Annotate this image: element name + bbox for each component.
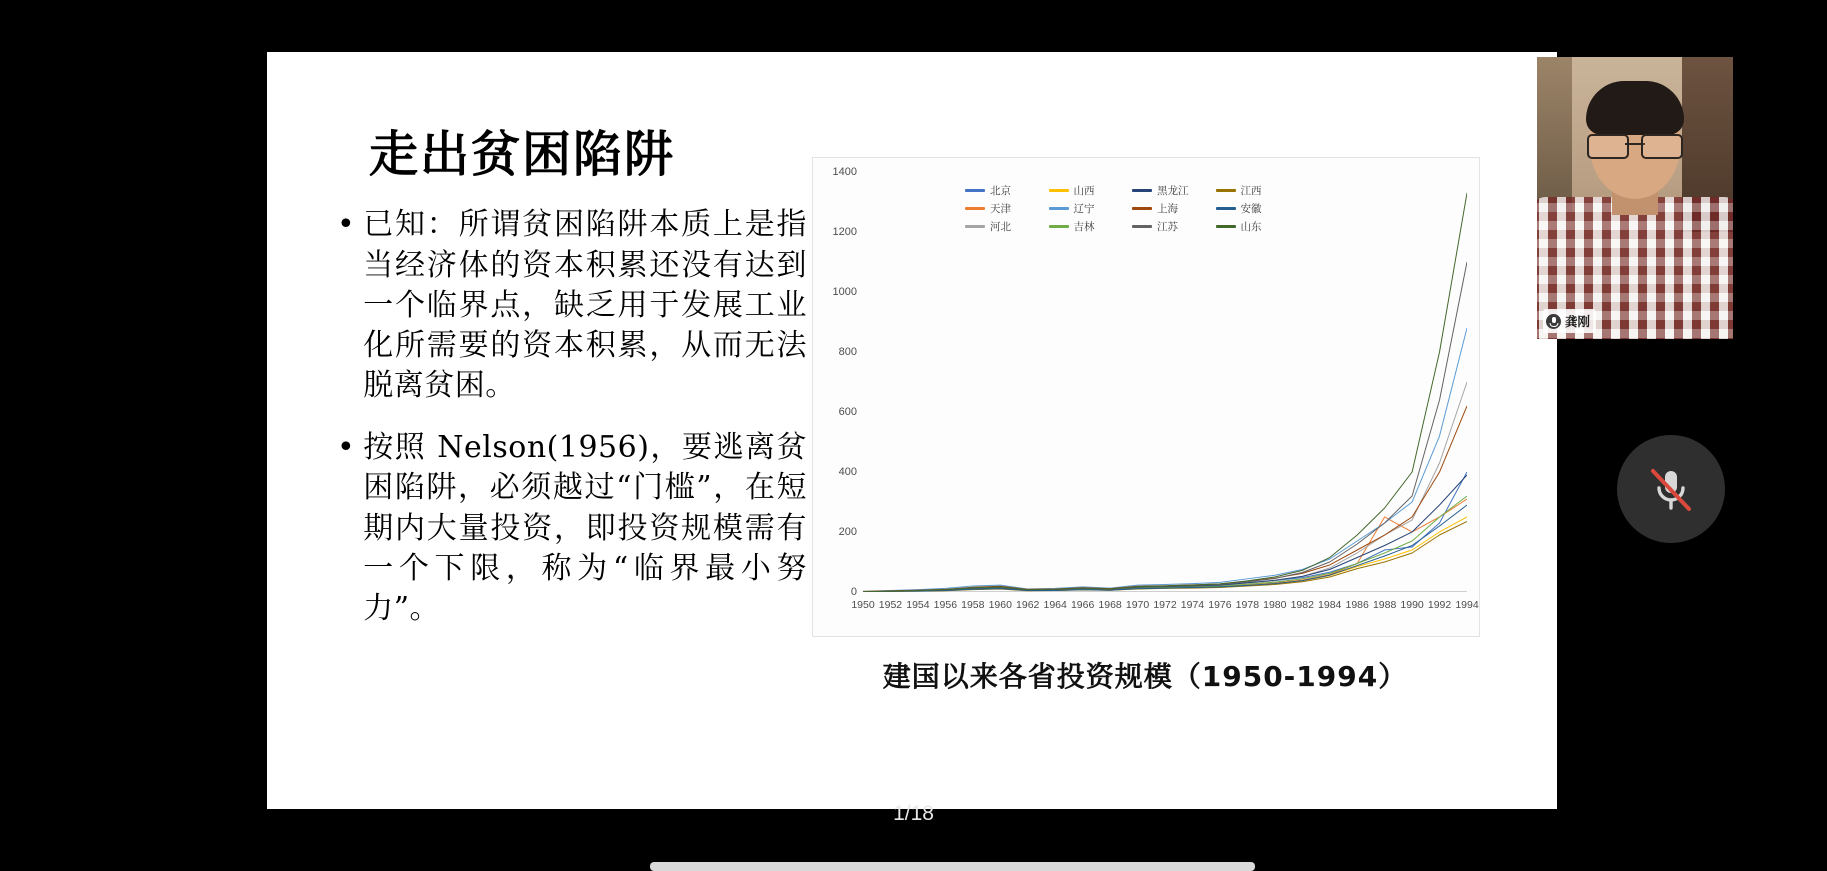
chart-line-山东: [863, 193, 1467, 592]
x-axis-tick: 1966: [1070, 599, 1095, 611]
x-axis-tick: 1984: [1318, 599, 1342, 611]
chart-caption: 建国以来各省投资规模（1950-1994）: [882, 660, 1408, 693]
slide-bullet: [337, 205, 807, 406]
microphone-icon: [1546, 314, 1561, 329]
y-axis-tick: 1200: [832, 226, 857, 238]
legend-label: 辽宁: [1073, 203, 1095, 215]
bullet-text: 已知：所谓贫困陷阱本质上是指当经济体的资本积累还没有达到一个临界点，缺乏用于发展工业化所需要的资本积累，从而无法脱离贫困。: [363, 207, 807, 404]
x-axis-tick: 1950: [851, 599, 875, 611]
slide-title: 走出贫困陷阱: [369, 126, 676, 183]
legend-label: 江西: [1240, 185, 1262, 197]
x-axis-tick: 1990: [1400, 599, 1424, 611]
bullet-text: 按照 Nelson(1956)，要逃离贫困陷阱，必须越过“门槛”，在短期内大量投资，即投资规模需有一个下限，称为“临界最小努力”。: [363, 430, 807, 627]
chart-block: [812, 157, 1522, 777]
y-axis-tick: 600: [838, 406, 857, 418]
video-background-left-panel: [1537, 57, 1572, 212]
legend-label: 吉林: [1073, 221, 1095, 233]
chart-line-吉林: [863, 496, 1467, 592]
x-axis-tick: 1982: [1290, 599, 1314, 611]
legend-label: 天津: [990, 203, 1011, 215]
presentation-slide[interactable]: [267, 52, 1557, 809]
bullet-marker-icon: •: [337, 207, 356, 243]
y-axis-tick: 1000: [832, 286, 857, 298]
x-axis-tick: 1988: [1372, 599, 1397, 611]
slide-bullet: [337, 428, 807, 629]
chart-series-paths: [863, 172, 1467, 592]
bullet-marker-icon: •: [337, 430, 356, 466]
y-axis-tick: 0: [850, 586, 857, 598]
x-axis-tick: 1972: [1153, 599, 1177, 611]
x-axis-tick: 1970: [1125, 599, 1150, 611]
y-axis-tick: 1400: [832, 166, 857, 178]
participant-hair: [1586, 81, 1684, 135]
chart-line-河北: [863, 382, 1467, 592]
x-axis-tick: 1992: [1427, 599, 1452, 611]
legend-label: 江苏: [1157, 221, 1178, 233]
participant-name-badge: [1543, 309, 1596, 333]
participant-name: 龚刚: [1565, 314, 1591, 329]
x-axis-tick: 1968: [1098, 599, 1122, 611]
x-axis-tick: 1956: [933, 599, 958, 611]
chart-line-辽宁: [863, 328, 1467, 591]
x-axis-tick: 1952: [878, 599, 903, 611]
chart-line-江苏: [863, 262, 1467, 592]
slide-page-indicator: [0, 802, 1827, 826]
legend-label: 安徽: [1240, 203, 1262, 215]
x-axis-tick: 1964: [1043, 599, 1067, 611]
mute-microphone-button[interactable]: [1617, 435, 1725, 543]
page-indicator-text: 1/18: [893, 802, 934, 825]
x-axis-tick: 1960: [988, 599, 1012, 611]
chart-line-天津: [863, 499, 1467, 592]
legend-label: 黑龙江: [1157, 185, 1189, 197]
legend-label: 北京: [990, 185, 1011, 197]
x-axis-tick: 1962: [1016, 599, 1040, 611]
line-chart: [812, 157, 1480, 637]
x-axis-tick: 1954: [906, 599, 930, 611]
y-axis-tick: 200: [838, 526, 857, 538]
participant-video-tile[interactable]: [1537, 57, 1733, 339]
chart-line-安徽: [863, 505, 1467, 592]
x-axis-tick: 1976: [1208, 599, 1232, 611]
bottom-toolbar[interactable]: [650, 862, 1255, 871]
x-axis-tick: 1994: [1455, 599, 1479, 611]
x-axis-tick: 1974: [1180, 599, 1205, 611]
chart-plot-area: [832, 166, 1479, 611]
slide-text-column: [337, 127, 807, 807]
x-axis-tick: 1986: [1345, 599, 1369, 611]
x-axis-tick: 1978: [1235, 599, 1260, 611]
x-axis-tick: 1958: [961, 599, 985, 611]
y-axis-tick: 800: [838, 346, 857, 358]
microphone-muted-icon: [1645, 463, 1697, 515]
legend-label: 河北: [990, 221, 1011, 233]
x-axis-tick: 1980: [1263, 599, 1287, 611]
legend-label: 山东: [1240, 221, 1262, 233]
glasses-icon: [1587, 134, 1683, 156]
legend-label: 上海: [1157, 203, 1178, 215]
chart-line-黑龙江: [863, 475, 1467, 592]
legend-label: 山西: [1073, 185, 1095, 197]
y-axis-tick: 400: [838, 466, 857, 478]
